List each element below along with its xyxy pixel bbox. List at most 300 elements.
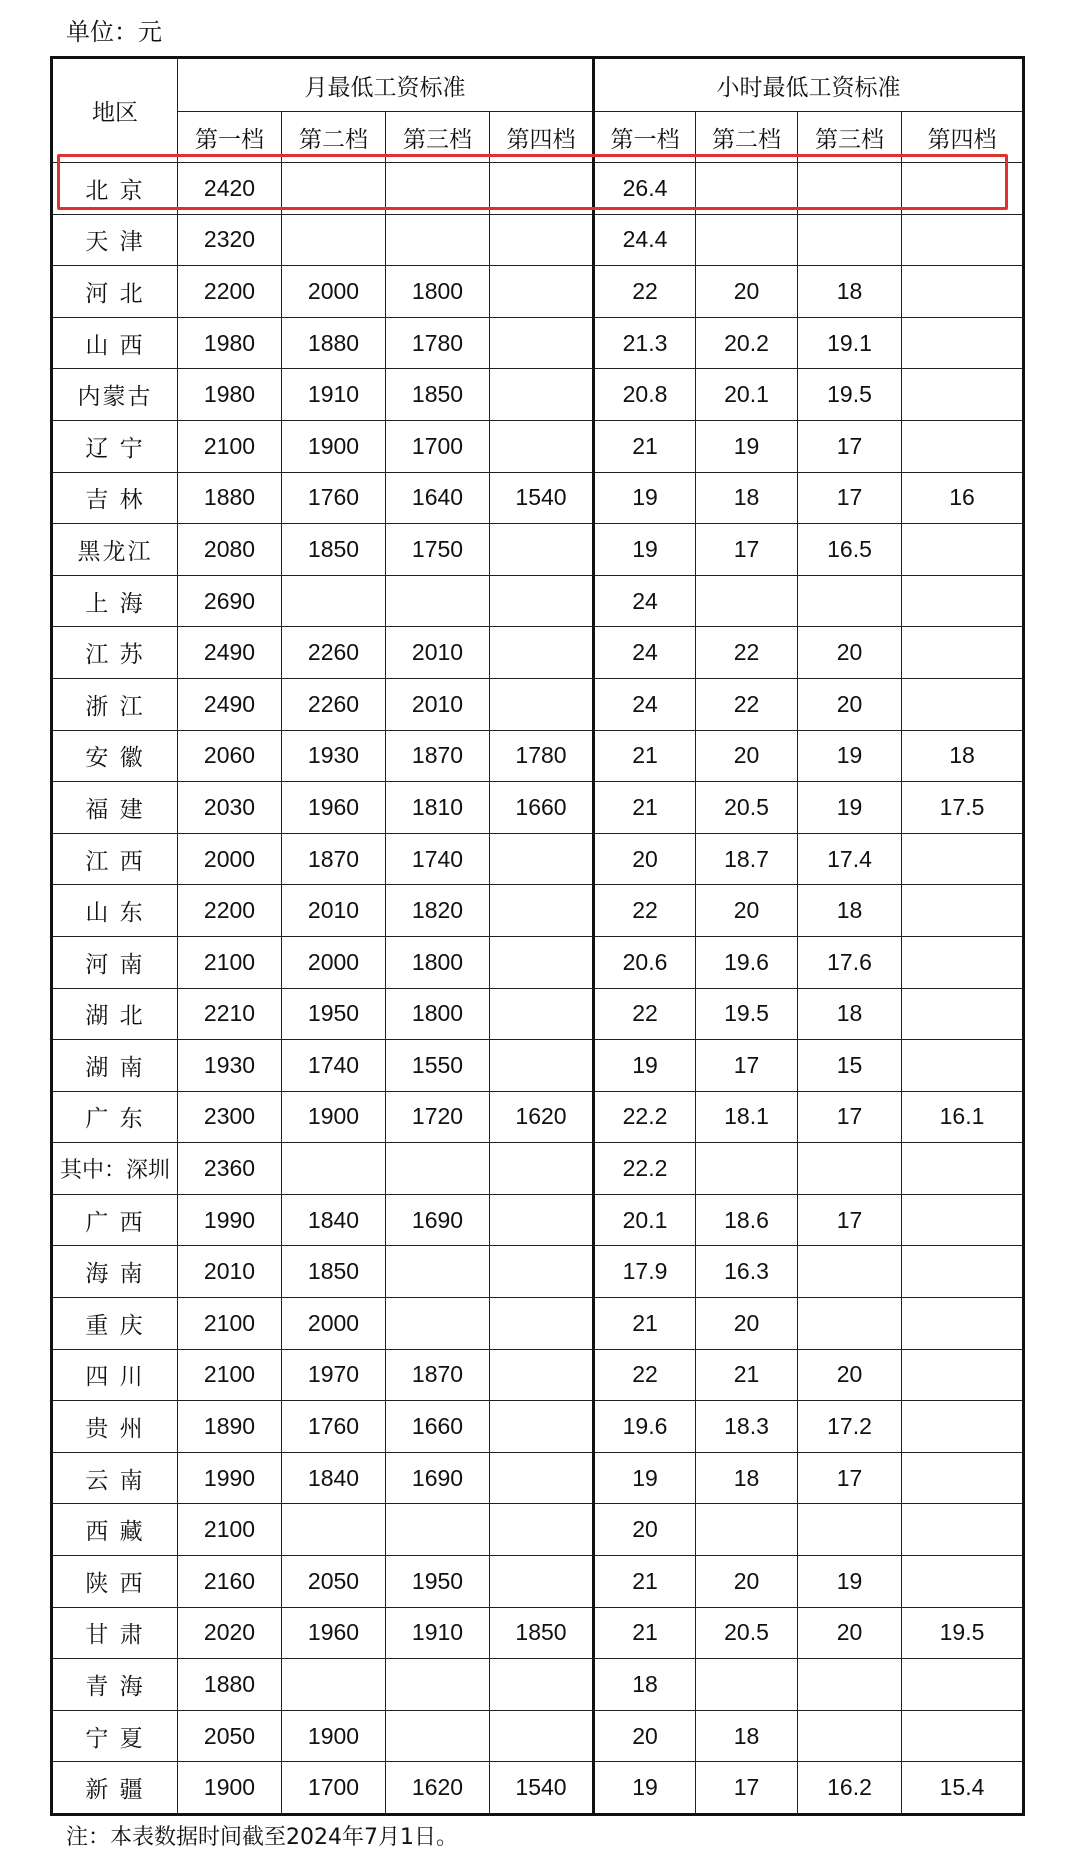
- table-row: [52, 575, 1024, 627]
- table-row: [52, 214, 1024, 266]
- hourly-tier-2-cell: 20.2: [696, 317, 798, 369]
- monthly-tier-2-cell: 2000: [282, 266, 386, 318]
- hourly-tier-1-cell: 20: [594, 1710, 696, 1762]
- hourly-tier-4-cell: [902, 833, 1024, 885]
- hourly-tier-4-cell: [902, 317, 1024, 369]
- monthly-tier-2-cell: 1760: [282, 1401, 386, 1453]
- monthly-tier-4-cell: [490, 1246, 594, 1298]
- monthly-tier-3-cell: 1870: [386, 1349, 490, 1401]
- region-cell: 河 北: [52, 266, 178, 318]
- monthly-tier-3-cell: 1690: [386, 1194, 490, 1246]
- table-row: [52, 420, 1024, 472]
- hourly-tier-1-header: 第一档: [594, 112, 696, 163]
- monthly-tier-2-cell: 1840: [282, 1452, 386, 1504]
- table-row: [52, 627, 1024, 679]
- hourly-tier-1-cell: 20: [594, 1504, 696, 1556]
- monthly-tier-4-cell: [490, 936, 594, 988]
- monthly-tier-2-cell: 1930: [282, 730, 386, 782]
- region-cell: 内蒙古: [52, 369, 178, 421]
- monthly-tier-4-cell: [490, 266, 594, 318]
- monthly-tier-2-cell: 2000: [282, 1298, 386, 1350]
- hourly-tier-4-cell: [902, 1710, 1024, 1762]
- hourly-tier-4-header: 第四档: [902, 112, 1024, 163]
- minimum-wage-table: [50, 56, 1025, 1816]
- monthly-tier-2-cell: 2050: [282, 1556, 386, 1608]
- monthly-tier-3-cell: 1800: [386, 936, 490, 988]
- hourly-tier-3-cell: 18: [798, 885, 902, 937]
- monthly-tier-1-cell: 2100: [178, 1504, 282, 1556]
- hourly-tier-4-cell: [902, 1401, 1024, 1453]
- table-row: [52, 369, 1024, 421]
- monthly-tier-1-cell: 2100: [178, 420, 282, 472]
- monthly-tier-3-cell: 1740: [386, 833, 490, 885]
- monthly-tier-3-cell: 1640: [386, 472, 490, 524]
- hourly-tier-4-cell: [902, 627, 1024, 679]
- hourly-tier-2-cell: 20: [696, 885, 798, 937]
- table-row: [52, 1710, 1024, 1762]
- hourly-tier-1-cell: 22: [594, 1349, 696, 1401]
- hourly-tier-1-cell: 20.8: [594, 369, 696, 421]
- region-cell: 其中：深圳: [52, 1143, 178, 1195]
- hourly-tier-1-cell: 21: [594, 782, 696, 834]
- monthly-tier-1-cell: 1990: [178, 1194, 282, 1246]
- monthly-tier-4-cell: 1620: [490, 1091, 594, 1143]
- monthly-tier-4-cell: [490, 1556, 594, 1608]
- monthly-tier-3-cell: [386, 1659, 490, 1711]
- monthly-tier-2-cell: [282, 214, 386, 266]
- monthly-tier-3-cell: [386, 1504, 490, 1556]
- region-cell: 江 西: [52, 833, 178, 885]
- hourly-tier-3-cell: 17.6: [798, 936, 902, 988]
- monthly-tier-4-cell: [490, 678, 594, 730]
- monthly-tier-1-cell: 2320: [178, 214, 282, 266]
- region-cell: 山 西: [52, 317, 178, 369]
- monthly-tier-1-cell: 1890: [178, 1401, 282, 1453]
- hourly-tier-2-cell: 17: [696, 1762, 798, 1815]
- monthly-tier-1-cell: 1980: [178, 317, 282, 369]
- monthly-tier-4-cell: [490, 1194, 594, 1246]
- monthly-tier-3-cell: 1870: [386, 730, 490, 782]
- hourly-tier-3-cell: 18: [798, 988, 902, 1040]
- monthly-tier-2-cell: 1900: [282, 1710, 386, 1762]
- region-cell: 湖 南: [52, 1040, 178, 1092]
- hourly-tier-1-cell: 19.6: [594, 1401, 696, 1453]
- monthly-tier-4-cell: [490, 317, 594, 369]
- hourly-tier-3-cell: [798, 214, 902, 266]
- monthly-tier-4-cell: [490, 988, 594, 1040]
- monthly-tier-4-cell: 1540: [490, 472, 594, 524]
- hourly-tier-4-cell: [902, 524, 1024, 576]
- monthly-tier-3-cell: 1910: [386, 1607, 490, 1659]
- hourly-tier-1-cell: 20.1: [594, 1194, 696, 1246]
- hourly-tier-4-cell: 18: [902, 730, 1024, 782]
- monthly-tier-1-cell: 1930: [178, 1040, 282, 1092]
- region-cell: 海 南: [52, 1246, 178, 1298]
- hourly-tier-4-cell: [902, 1349, 1024, 1401]
- monthly-tier-4-cell: [490, 885, 594, 937]
- hourly-tier-3-cell: 19: [798, 730, 902, 782]
- hourly-tier-2-cell: 19.6: [696, 936, 798, 988]
- hourly-tier-4-cell: 17.5: [902, 782, 1024, 834]
- hourly-tier-2-cell: 18: [696, 1710, 798, 1762]
- monthly-tier-1-cell: 1980: [178, 369, 282, 421]
- table-row: [52, 1194, 1024, 1246]
- hourly-tier-2-cell: 18: [696, 1452, 798, 1504]
- table-row: [52, 1607, 1024, 1659]
- monthly-tier-1-cell: 2080: [178, 524, 282, 576]
- hourly-tier-2-cell: 21: [696, 1349, 798, 1401]
- hourly-tier-1-cell: 22: [594, 988, 696, 1040]
- hourly-tier-3-cell: 17: [798, 420, 902, 472]
- monthly-tier-2-cell: 1740: [282, 1040, 386, 1092]
- hourly-tier-4-cell: 16: [902, 472, 1024, 524]
- hourly-tier-3-cell: [798, 1246, 902, 1298]
- region-cell: 湖 北: [52, 988, 178, 1040]
- hourly-tier-2-cell: 22: [696, 627, 798, 679]
- hourly-tier-3-cell: [798, 163, 902, 215]
- hourly-tier-2-cell: 19: [696, 420, 798, 472]
- hourly-tier-2-cell: 18.6: [696, 1194, 798, 1246]
- monthly-tier-4-cell: [490, 833, 594, 885]
- monthly-tier-4-cell: [490, 1040, 594, 1092]
- hourly-tier-1-cell: 19: [594, 1040, 696, 1092]
- monthly-tier-2-cell: 2000: [282, 936, 386, 988]
- hourly-tier-3-cell: 17: [798, 472, 902, 524]
- hourly-tier-2-cell: 17: [696, 1040, 798, 1092]
- table-row: [52, 833, 1024, 885]
- monthly-tier-1-cell: 2200: [178, 266, 282, 318]
- hourly-tier-1-cell: 21: [594, 1556, 696, 1608]
- monthly-tier-4-cell: [490, 575, 594, 627]
- monthly-tier-1-cell: 2100: [178, 1298, 282, 1350]
- region-cell: 陕 西: [52, 1556, 178, 1608]
- hourly-tier-2-cell: [696, 214, 798, 266]
- table-row: [52, 1298, 1024, 1350]
- hourly-tier-1-cell: 22.2: [594, 1091, 696, 1143]
- region-cell: 云 南: [52, 1452, 178, 1504]
- monthly-tier-2-cell: 1900: [282, 420, 386, 472]
- region-cell: 重 庆: [52, 1298, 178, 1350]
- table-row: [52, 1401, 1024, 1453]
- region-cell: 浙 江: [52, 678, 178, 730]
- monthly-tier-3-cell: 1800: [386, 266, 490, 318]
- monthly-tier-3-header: 第三档: [386, 112, 490, 163]
- monthly-tier-2-cell: 1850: [282, 524, 386, 576]
- monthly-tier-2-cell: [282, 1143, 386, 1195]
- monthly-tier-4-cell: [490, 1349, 594, 1401]
- monthly-tier-3-cell: [386, 1298, 490, 1350]
- hourly-tier-4-cell: [902, 575, 1024, 627]
- monthly-tier-1-cell: 2010: [178, 1246, 282, 1298]
- hourly-tier-3-cell: 20: [798, 1349, 902, 1401]
- region-cell: 上 海: [52, 575, 178, 627]
- region-cell: 青 海: [52, 1659, 178, 1711]
- hourly-tier-1-cell: 24: [594, 678, 696, 730]
- region-cell: 西 藏: [52, 1504, 178, 1556]
- monthly-tier-3-cell: 1700: [386, 420, 490, 472]
- table-body: [52, 163, 1024, 1815]
- monthly-tier-1-cell: 2160: [178, 1556, 282, 1608]
- hourly-tier-3-cell: 20: [798, 1607, 902, 1659]
- monthly-tier-4-cell: 1780: [490, 730, 594, 782]
- monthly-tier-3-cell: 1950: [386, 1556, 490, 1608]
- hourly-tier-1-cell: 19: [594, 1762, 696, 1815]
- hourly-tier-2-cell: 20.5: [696, 782, 798, 834]
- table-row: [52, 1349, 1024, 1401]
- hourly-tier-2-cell: 18.7: [696, 833, 798, 885]
- monthly-tier-4-cell: [490, 1659, 594, 1711]
- hourly-tier-3-cell: 19.5: [798, 369, 902, 421]
- monthly-tier-3-cell: 1820: [386, 885, 490, 937]
- hourly-tier-3-cell: 17.4: [798, 833, 902, 885]
- hourly-tier-1-cell: 21: [594, 730, 696, 782]
- monthly-tier-1-cell: 2000: [178, 833, 282, 885]
- region-cell: 黑龙江: [52, 524, 178, 576]
- monthly-tier-3-cell: [386, 575, 490, 627]
- hourly-tier-2-cell: 18: [696, 472, 798, 524]
- monthly-tier-4-cell: [490, 1143, 594, 1195]
- hourly-tier-4-cell: [902, 1246, 1024, 1298]
- hourly-tier-2-cell: 19.5: [696, 988, 798, 1040]
- hourly-tier-3-cell: 16.5: [798, 524, 902, 576]
- monthly-tier-1-cell: 2210: [178, 988, 282, 1040]
- hourly-tier-3-cell: 17: [798, 1452, 902, 1504]
- hourly-tier-4-cell: [902, 1504, 1024, 1556]
- unit-label: 单位：元: [66, 18, 162, 46]
- hourly-tier-1-cell: 20: [594, 833, 696, 885]
- monthly-tier-3-cell: 1620: [386, 1762, 490, 1815]
- table-row: [52, 988, 1024, 1040]
- monthly-tier-3-cell: 2010: [386, 627, 490, 679]
- hourly-tier-2-cell: 18.1: [696, 1091, 798, 1143]
- hourly-tier-3-cell: [798, 1710, 902, 1762]
- region-header: 地区: [52, 58, 178, 163]
- hourly-tier-3-cell: [798, 1504, 902, 1556]
- monthly-tier-3-cell: 1810: [386, 782, 490, 834]
- table-row: [52, 1091, 1024, 1143]
- monthly-tier-3-cell: [386, 1246, 490, 1298]
- region-cell: 福 建: [52, 782, 178, 834]
- hourly-tier-3-cell: 16.2: [798, 1762, 902, 1815]
- monthly-tier-1-cell: 2490: [178, 627, 282, 679]
- table-row: [52, 678, 1024, 730]
- hourly-tier-3-cell: 19.1: [798, 317, 902, 369]
- hourly-tier-4-cell: [902, 1556, 1024, 1608]
- monthly-tier-2-cell: 1700: [282, 1762, 386, 1815]
- monthly-tier-4-cell: [490, 524, 594, 576]
- hourly-tier-1-cell: 22.2: [594, 1143, 696, 1195]
- hourly-tier-1-cell: 21.3: [594, 317, 696, 369]
- monthly-tier-2-cell: 1760: [282, 472, 386, 524]
- hourly-tier-3-cell: 20: [798, 627, 902, 679]
- table-row: [52, 472, 1024, 524]
- region-cell: 江 苏: [52, 627, 178, 679]
- monthly-tier-1-cell: 2100: [178, 1349, 282, 1401]
- hourly-tier-3-cell: [798, 1298, 902, 1350]
- hourly-header: 小时最低工资标准: [594, 58, 1024, 112]
- table-row: [52, 1762, 1024, 1815]
- monthly-tier-3-cell: [386, 1143, 490, 1195]
- hourly-tier-2-cell: 20.5: [696, 1607, 798, 1659]
- monthly-tier-4-cell: [490, 420, 594, 472]
- monthly-tier-2-cell: 1900: [282, 1091, 386, 1143]
- region-cell: 山 东: [52, 885, 178, 937]
- table-row: [52, 936, 1024, 988]
- region-cell: 天 津: [52, 214, 178, 266]
- hourly-tier-1-cell: 18: [594, 1659, 696, 1711]
- hourly-tier-4-cell: 16.1: [902, 1091, 1024, 1143]
- hourly-tier-3-cell: [798, 1659, 902, 1711]
- hourly-tier-4-cell: [902, 266, 1024, 318]
- hourly-tier-1-cell: 22: [594, 885, 696, 937]
- table-row: [52, 1040, 1024, 1092]
- monthly-tier-2-cell: 2010: [282, 885, 386, 937]
- hourly-tier-1-cell: 21: [594, 1607, 696, 1659]
- hourly-tier-1-cell: 24: [594, 627, 696, 679]
- hourly-tier-2-cell: 20.1: [696, 369, 798, 421]
- hourly-tier-2-cell: 18.3: [696, 1401, 798, 1453]
- monthly-tier-3-cell: 1660: [386, 1401, 490, 1453]
- monthly-tier-3-cell: [386, 163, 490, 215]
- hourly-tier-1-cell: 17.9: [594, 1246, 696, 1298]
- hourly-tier-4-cell: [902, 214, 1024, 266]
- hourly-tier-1-cell: 22: [594, 266, 696, 318]
- monthly-header: 月最低工资标准: [178, 58, 594, 112]
- hourly-tier-2-cell: [696, 1504, 798, 1556]
- monthly-tier-4-cell: [490, 627, 594, 679]
- monthly-tier-4-cell: [490, 214, 594, 266]
- hourly-tier-3-cell: 15: [798, 1040, 902, 1092]
- monthly-tier-4-cell: [490, 1298, 594, 1350]
- monthly-tier-1-cell: 2100: [178, 936, 282, 988]
- hourly-tier-1-cell: 24.4: [594, 214, 696, 266]
- monthly-tier-4-cell: [490, 1710, 594, 1762]
- monthly-tier-1-cell: 2360: [178, 1143, 282, 1195]
- hourly-tier-2-cell: 22: [696, 678, 798, 730]
- hourly-tier-3-cell: [798, 1143, 902, 1195]
- hourly-tier-2-cell: 20: [696, 1556, 798, 1608]
- hourly-tier-3-cell: 20: [798, 678, 902, 730]
- table-row: [52, 524, 1024, 576]
- region-cell: 广 西: [52, 1194, 178, 1246]
- hourly-tier-4-cell: [902, 1659, 1024, 1711]
- monthly-tier-2-cell: 2260: [282, 627, 386, 679]
- hourly-tier-4-cell: [902, 1040, 1024, 1092]
- region-cell: 四 川: [52, 1349, 178, 1401]
- hourly-tier-2-cell: 16.3: [696, 1246, 798, 1298]
- region-cell: 辽 宁: [52, 420, 178, 472]
- monthly-tier-2-cell: 1960: [282, 782, 386, 834]
- region-cell: 贵 州: [52, 1401, 178, 1453]
- hourly-tier-4-cell: [902, 885, 1024, 937]
- table-row: [52, 266, 1024, 318]
- monthly-tier-1-cell: 2030: [178, 782, 282, 834]
- region-cell: 河 南: [52, 936, 178, 988]
- monthly-tier-3-cell: 1690: [386, 1452, 490, 1504]
- monthly-tier-2-cell: 1960: [282, 1607, 386, 1659]
- hourly-tier-1-cell: 19: [594, 472, 696, 524]
- monthly-tier-3-cell: 1550: [386, 1040, 490, 1092]
- hourly-tier-2-cell: 20: [696, 730, 798, 782]
- hourly-tier-1-cell: 26.4: [594, 163, 696, 215]
- table-row: [52, 1556, 1024, 1608]
- footnote: 注：本表数据时间截至2024年7月1日。: [66, 1825, 458, 1850]
- table-row: [52, 1143, 1024, 1195]
- table-row: [52, 1452, 1024, 1504]
- hourly-tier-3-cell: 18: [798, 266, 902, 318]
- hourly-tier-3-cell: 17: [798, 1091, 902, 1143]
- hourly-tier-4-cell: [902, 936, 1024, 988]
- monthly-tier-1-cell: 2060: [178, 730, 282, 782]
- monthly-tier-4-cell: [490, 1452, 594, 1504]
- monthly-tier-2-cell: 1880: [282, 317, 386, 369]
- monthly-tier-2-cell: 1870: [282, 833, 386, 885]
- monthly-tier-1-cell: 2050: [178, 1710, 282, 1762]
- hourly-tier-4-cell: [902, 988, 1024, 1040]
- monthly-tier-4-cell: 1660: [490, 782, 594, 834]
- region-cell: 宁 夏: [52, 1710, 178, 1762]
- monthly-tier-4-cell: [490, 369, 594, 421]
- region-cell: 安 徽: [52, 730, 178, 782]
- hourly-tier-4-cell: [902, 420, 1024, 472]
- table-row: [52, 317, 1024, 369]
- hourly-tier-4-cell: 15.4: [902, 1762, 1024, 1815]
- hourly-tier-1-cell: 19: [594, 524, 696, 576]
- hourly-tier-4-cell: [902, 678, 1024, 730]
- hourly-tier-3-cell: 19: [798, 782, 902, 834]
- monthly-tier-4-cell: 1850: [490, 1607, 594, 1659]
- hourly-tier-3-cell: 17.2: [798, 1401, 902, 1453]
- monthly-tier-3-cell: 1780: [386, 317, 490, 369]
- monthly-tier-4-cell: [490, 1504, 594, 1556]
- monthly-tier-1-header: 第一档: [178, 112, 282, 163]
- monthly-tier-1-cell: 2420: [178, 163, 282, 215]
- hourly-tier-4-cell: 19.5: [902, 1607, 1024, 1659]
- monthly-tier-2-cell: 1840: [282, 1194, 386, 1246]
- hourly-tier-4-cell: [902, 369, 1024, 421]
- monthly-tier-2-cell: [282, 1504, 386, 1556]
- monthly-tier-2-cell: 2260: [282, 678, 386, 730]
- hourly-tier-1-cell: 19: [594, 1452, 696, 1504]
- monthly-tier-4-cell: [490, 1401, 594, 1453]
- monthly-tier-3-cell: 2010: [386, 678, 490, 730]
- hourly-tier-3-cell: [798, 575, 902, 627]
- monthly-tier-2-cell: 1950: [282, 988, 386, 1040]
- monthly-tier-2-cell: [282, 1659, 386, 1711]
- hourly-tier-2-cell: 17: [696, 524, 798, 576]
- table-row: [52, 730, 1024, 782]
- monthly-tier-3-cell: 1720: [386, 1091, 490, 1143]
- table-row: [52, 1504, 1024, 1556]
- monthly-tier-4-cell: [490, 163, 594, 215]
- monthly-tier-3-cell: [386, 214, 490, 266]
- region-cell: 北 京: [52, 163, 178, 215]
- hourly-tier-4-cell: [902, 1143, 1024, 1195]
- hourly-tier-3-header: 第三档: [798, 112, 902, 163]
- monthly-tier-1-cell: 2020: [178, 1607, 282, 1659]
- monthly-tier-1-cell: 2300: [178, 1091, 282, 1143]
- hourly-tier-1-cell: 24: [594, 575, 696, 627]
- table-row: [52, 1246, 1024, 1298]
- hourly-tier-2-cell: [696, 1143, 798, 1195]
- hourly-tier-2-cell: [696, 575, 798, 627]
- region-cell: 甘 肃: [52, 1607, 178, 1659]
- hourly-tier-2-cell: 20: [696, 266, 798, 318]
- monthly-tier-1-cell: 1880: [178, 472, 282, 524]
- monthly-tier-2-header: 第二档: [282, 112, 386, 163]
- monthly-tier-1-cell: 2200: [178, 885, 282, 937]
- region-cell: 新 疆: [52, 1762, 178, 1815]
